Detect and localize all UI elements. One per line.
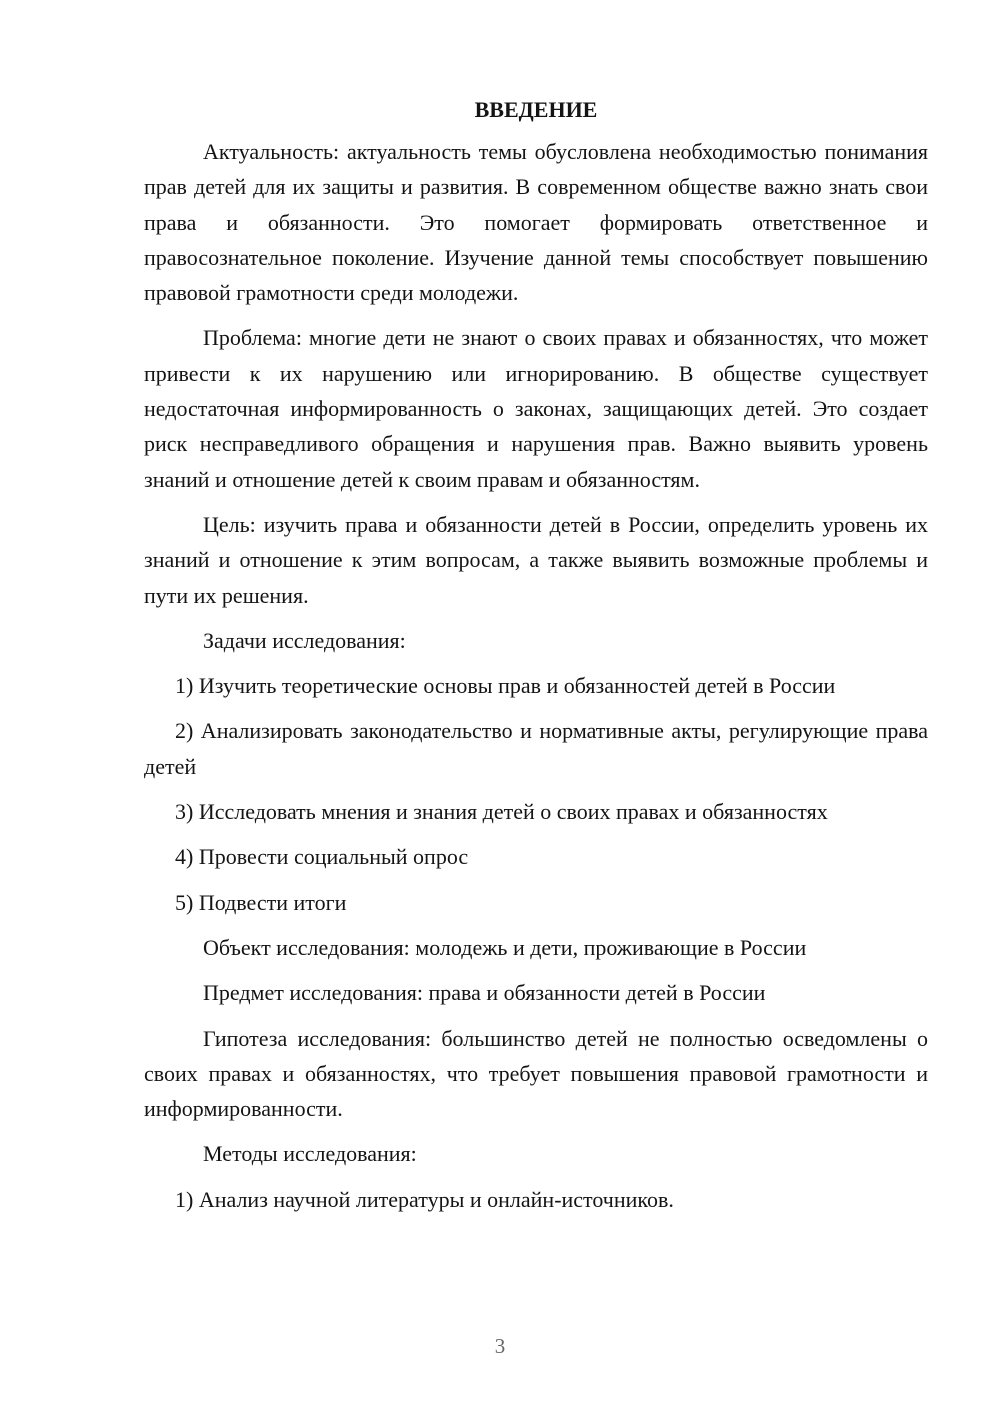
task-item-5: 5) Подвести итоги xyxy=(175,889,347,915)
tasks-heading: Задачи исследования: xyxy=(203,627,406,653)
research-object: Объект исследования: молодежь и дети, проживающие в России xyxy=(203,934,807,960)
goal-paragraph: Цель: изучить права и обязанности детей в России, определить уровень их знаний и отношение к этим вопросам, а также выявить возможные проблемы и пути их решения. xyxy=(144,511,928,608)
task-item-3: 3) Исследовать мнения и знания детей о своих правах и обязанностях xyxy=(175,799,828,825)
page-content xyxy=(144,92,928,1217)
relevance-paragraph: Актуальность: актуальность темы обусловлена необходимостью понимания прав детей для их защиты и развития. В современном обществе важно знать свои права и обязанности. Это помогает формировать ответственное и правосознательное поколение. Изучение данной темы способствует повышению правовой грамотности среди молодежи. xyxy=(144,139,928,306)
research-subject: Предмет исследования: права и обязанности детей в России xyxy=(203,980,766,1006)
method-item-1: 1) Анализ научной литературы и онлайн-источников. xyxy=(175,1186,674,1212)
task-item-1: 1) Изучить теоретические основы прав и обязанностей детей в России xyxy=(175,673,836,699)
page-number: 3 xyxy=(494,1334,506,1358)
page-title: ВВЕДЕНИЕ xyxy=(474,97,598,122)
research-hypothesis: Гипотеза исследования: большинство детей не полностью осведомлены о своих правах и обязанностях, что требует повышения правовой грамотности и информированности. xyxy=(144,1025,928,1122)
task-item-2: 2) Анализировать законодательство и нормативные акты, регулирующие права детей xyxy=(144,718,928,779)
problem-paragraph: Проблема: многие дети не знают о своих правах и обязанностях, что может привести к их нарушению или игнорированию. В обществе существует недостаточная информированность о законах, защищающих детей. Это создает риск несправедливого обращения и нарушения прав. Важно выявить уровень знаний и отношение детей к своим правам и обязанностям. xyxy=(144,325,928,492)
task-item-4: 4) Провести социальный опрос xyxy=(175,844,469,870)
methods-heading: Методы исследования: xyxy=(203,1141,417,1167)
